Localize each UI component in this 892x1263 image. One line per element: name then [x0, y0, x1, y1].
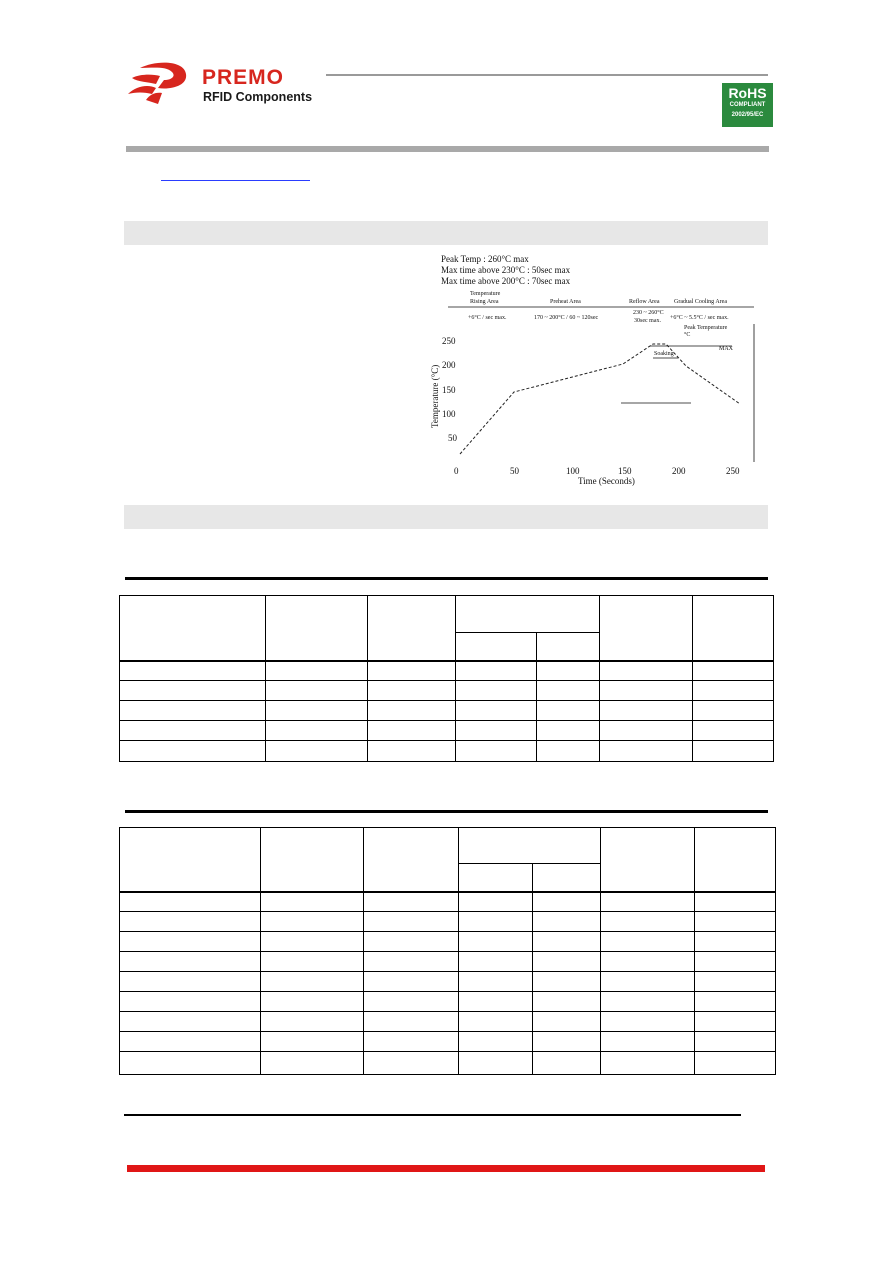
x-tick-50: 50: [510, 466, 519, 476]
table-row: [120, 932, 776, 952]
footer-rule: [124, 1114, 741, 1116]
rohs-directive: 2002/95/EC: [731, 112, 764, 118]
header-cell: [600, 596, 693, 661]
profile-notes: [441, 254, 571, 286]
spec-table-2: [119, 827, 776, 1075]
rohs-title: RoHS: [728, 85, 767, 101]
curve-annotations: [654, 325, 734, 357]
table-header-row: [120, 828, 776, 864]
header-divider: [326, 74, 768, 76]
header-cell: [120, 596, 266, 661]
header-cell-group: [456, 596, 600, 633]
x-tick-200: 200: [672, 466, 686, 476]
label-rising-2: Rising Area: [470, 299, 499, 305]
stage-labels: [468, 291, 729, 324]
annotation-soaking: Soaking: [654, 351, 674, 357]
premo-logo-icon: [126, 60, 196, 106]
table-header-row: [120, 596, 774, 633]
rohs-compliant: COMPLIANT: [729, 102, 766, 108]
header-cell: [363, 828, 459, 892]
label-rising-1: Temperature: [470, 291, 501, 297]
y-axis-label: Temperature (°C): [430, 364, 440, 428]
subheader-cell: [456, 633, 537, 661]
x-axis-label: Time (Seconds): [578, 476, 635, 486]
footer-red-band: [127, 1165, 765, 1172]
label-preheat-value: 170 ~ 200°C / 60 ~ 120sec: [534, 315, 599, 321]
label-rising-value: +6°C / sec max.: [468, 315, 507, 321]
label-reflow-value-2: 30sec max.: [634, 318, 661, 324]
table-row: [120, 992, 776, 1012]
annotation-peak-unit: °C: [684, 332, 691, 338]
label-reflow-value-1: 230 ~ 260°C: [633, 310, 664, 316]
x-tick-0: 0: [454, 466, 459, 476]
note-time-above-230: Max time above 230°C : 50sec max: [441, 265, 571, 275]
header-cell: [601, 828, 695, 892]
table-row: [120, 972, 776, 992]
reflow-profile-diagram: [428, 248, 768, 488]
brand-name: PREMO: [202, 66, 285, 89]
header-cell: [120, 828, 261, 892]
label-preheat: Preheat Area: [550, 299, 581, 305]
annotation-max: MAX: [719, 346, 734, 352]
header-cell: [260, 828, 363, 892]
y-tick-100: 100: [442, 409, 456, 419]
y-tick-50: 50: [448, 433, 457, 443]
y-axis-ticks: [442, 336, 458, 443]
label-cooling-value: +6°C ~ 5.5°C / sec max.: [670, 315, 729, 321]
label-cooling: Gradual Cooling Area: [674, 299, 727, 305]
table-2-top-rule: [125, 810, 768, 813]
label-reflow: Reflow Area: [629, 299, 660, 305]
table-row: [120, 721, 774, 741]
table-row: [120, 1032, 776, 1052]
table-row: [120, 741, 774, 762]
subheader-cell: [533, 864, 601, 892]
table-row: [120, 912, 776, 932]
header-cell: [693, 596, 774, 661]
note-peak-temp: Peak Temp : 260°C max: [441, 254, 529, 264]
spec-table-1: [119, 595, 774, 762]
y-tick-150: 150: [442, 385, 456, 395]
hyperlink-underline[interactable]: [161, 180, 310, 181]
x-tick-250: 250: [726, 466, 740, 476]
header-cell: [265, 596, 367, 661]
note-time-above-200: Max time above 200°C : 70sec max: [441, 276, 571, 286]
y-tick-200: 200: [442, 360, 456, 370]
table-row: [120, 661, 774, 681]
table-row: [120, 892, 776, 912]
subheader-cell: [537, 633, 600, 661]
table-row: [120, 1012, 776, 1032]
header-grey-rule: [126, 146, 769, 152]
x-axis-ticks: [454, 466, 740, 476]
x-tick-150: 150: [618, 466, 632, 476]
section-bar-specifications: [124, 505, 768, 529]
header-cell-group: [459, 828, 601, 864]
table-1-top-rule: [125, 577, 768, 580]
header-cell: [367, 596, 456, 661]
brand-subtitle: RFID Components: [203, 90, 313, 104]
profile-curve: [460, 344, 740, 454]
y-tick-250: 250: [442, 336, 456, 346]
header-cell: [695, 828, 776, 892]
subheader-cell: [459, 864, 533, 892]
table-row: [120, 701, 774, 721]
annotation-peak: Peak Temperature: [684, 325, 728, 331]
table-row: [120, 681, 774, 701]
x-tick-100: 100: [566, 466, 580, 476]
section-bar-soldering: [124, 221, 768, 245]
table-row: [120, 952, 776, 972]
rohs-badge: [722, 83, 773, 127]
table-row: [120, 1052, 776, 1075]
